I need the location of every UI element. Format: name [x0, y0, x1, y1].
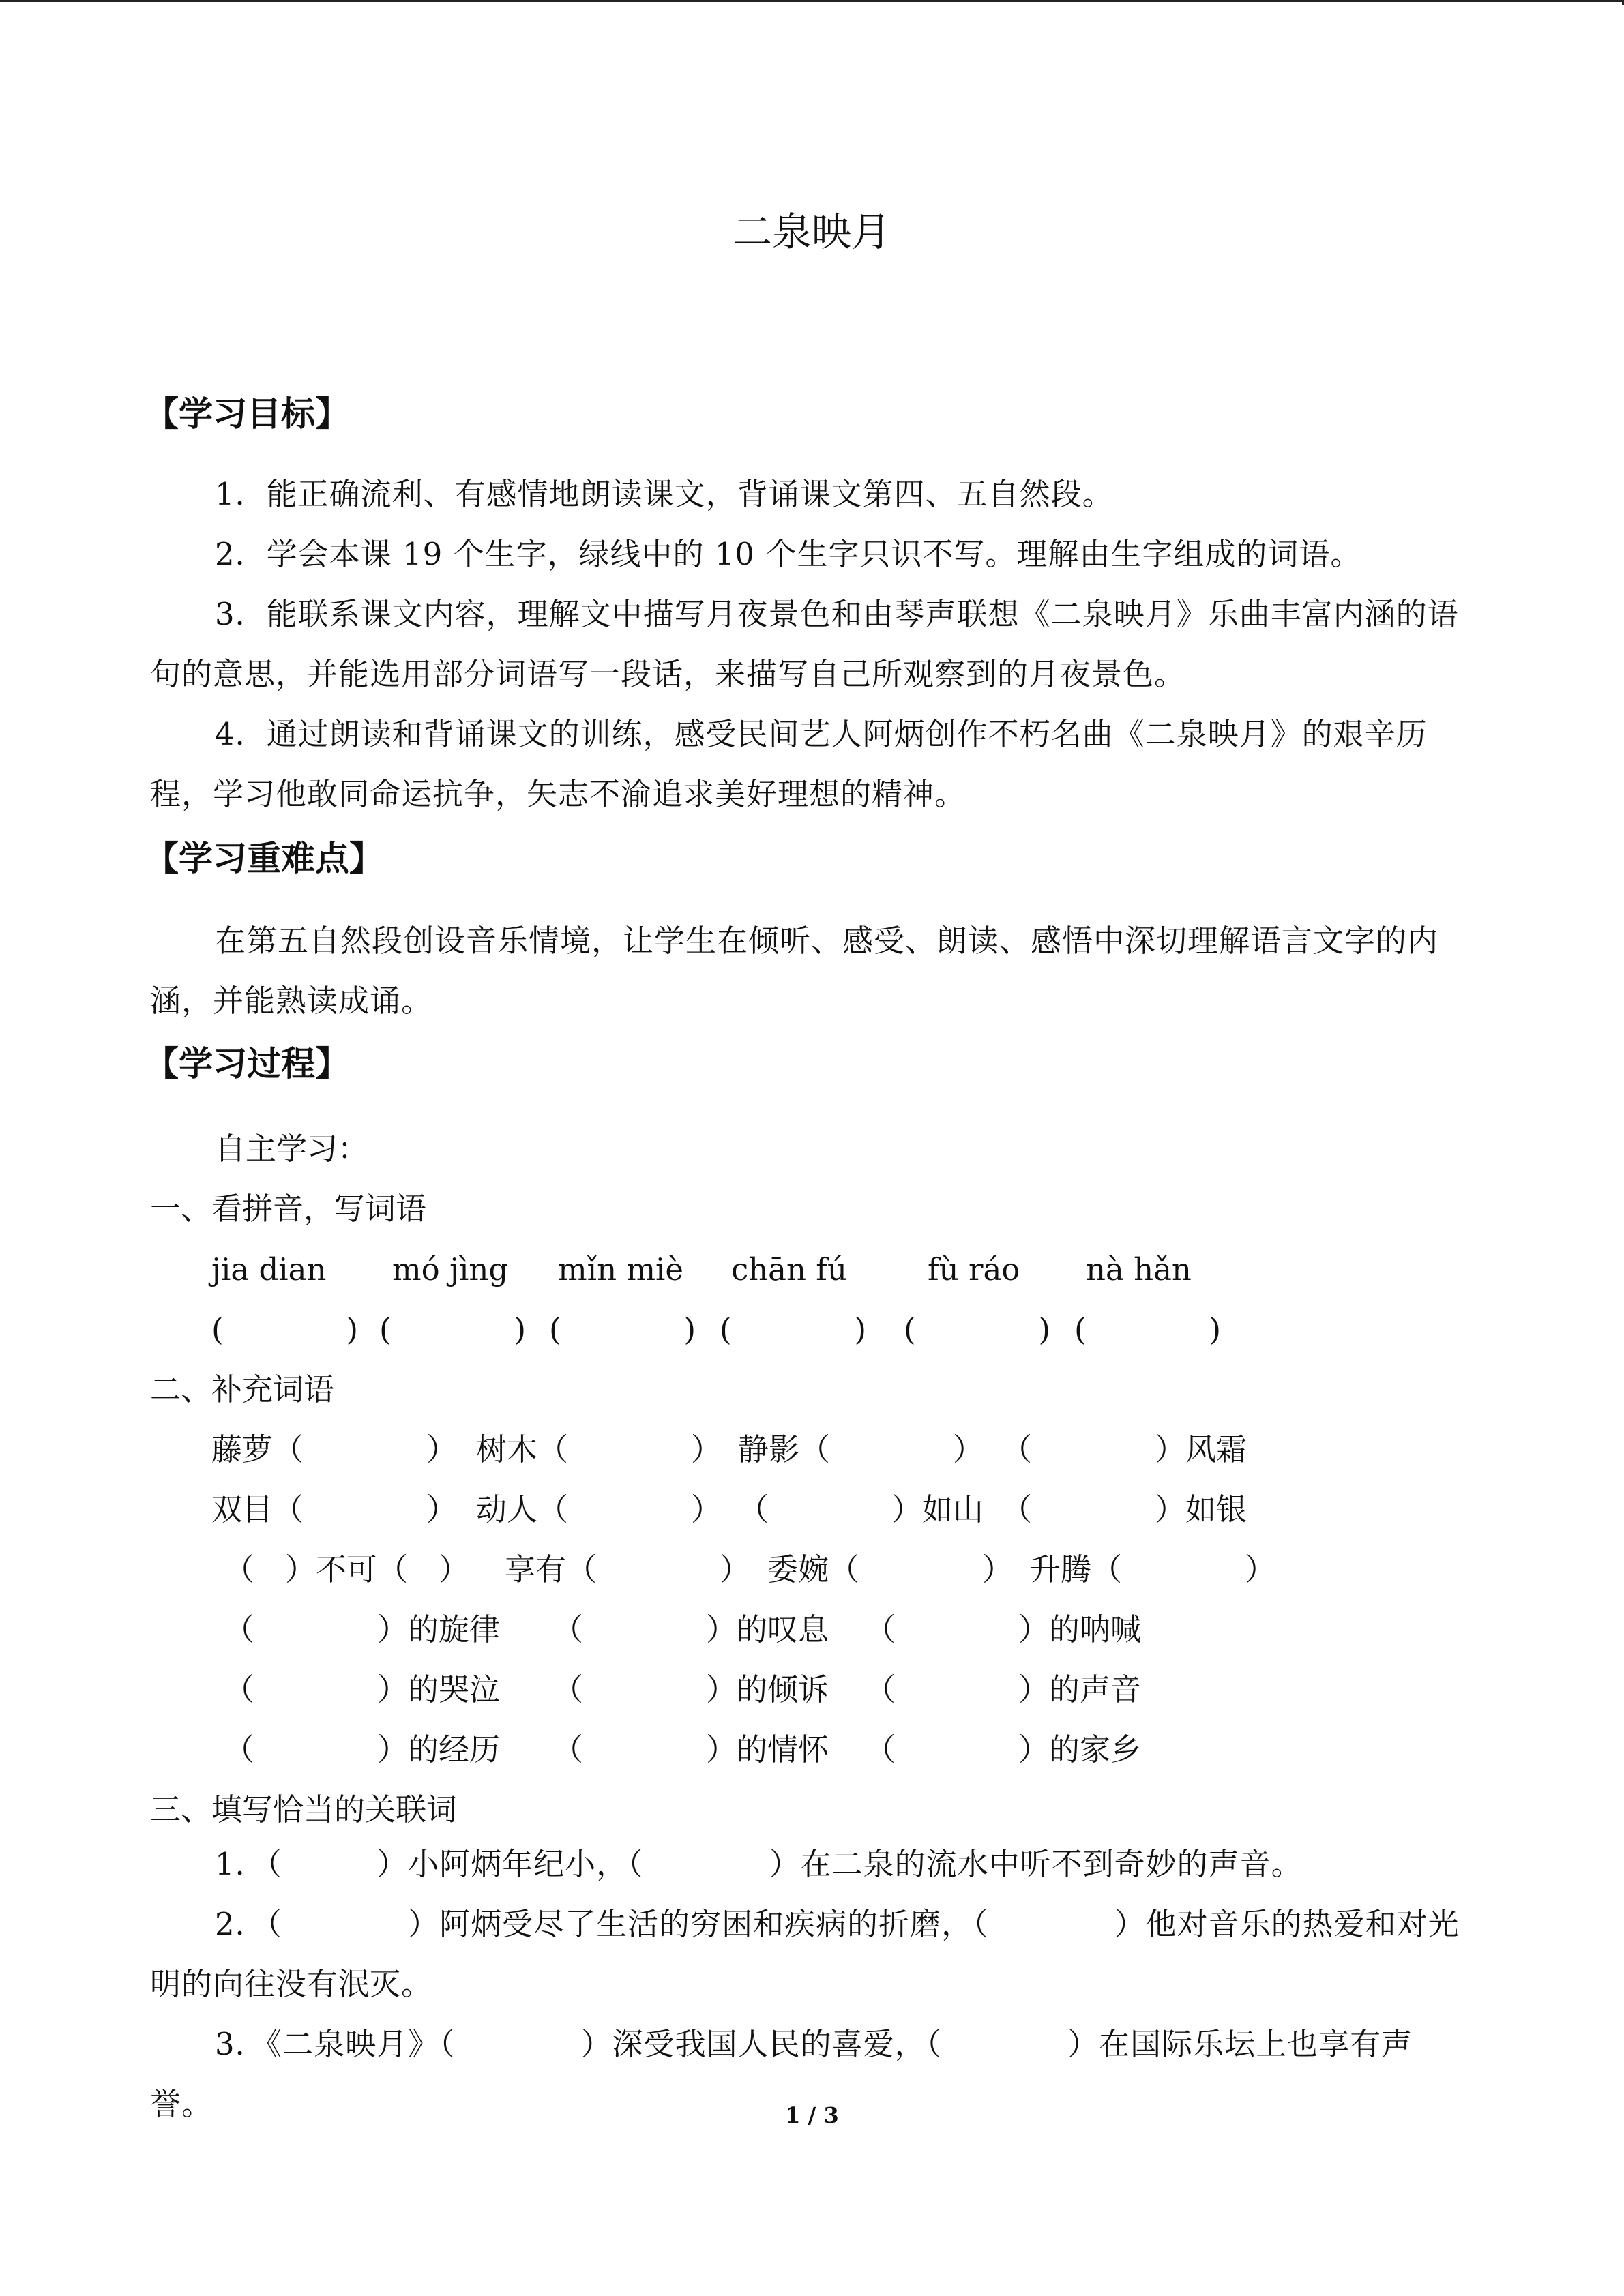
word-fill[interactable]: （ ）的旋律 [224, 1611, 501, 1648]
goal-item-4: 4．通过朗读和背诵课文的训练，感受民间艺人阿炳创作不朽名曲《二泉映月》的艰辛历程，学习他敢同命运抗争，矢志不渝追求美好理想的精神。 [150, 716, 1428, 812]
q3-item-1[interactable]: 1．（ ）小阿炳年纪小，（ ）在二泉的流水中听不到奇妙的声音。 [215, 1846, 1303, 1882]
question-1-title: 一、看拼音，写词语 [150, 1191, 427, 1227]
word-fill[interactable]: 藤萝（ ） [211, 1431, 458, 1467]
word-fill[interactable]: （ ）的呐喊 [865, 1611, 1142, 1648]
pinyin-4: chān fú [731, 1251, 847, 1287]
word-fill[interactable]: （ ）的经历 [224, 1731, 501, 1768]
answer-blank-4[interactable]: ( ) [720, 1311, 867, 1347]
goal-item-3: 3．能联系课文内容，理解文中描写月夜景色和由琴声联想《二泉映月》乐曲丰富内涵的语句的意思，并能选用部分词语写一段话，来描写自己所观察到的月夜景色。 [150, 596, 1459, 692]
word-fill[interactable]: （ ）的哭泣 [224, 1671, 501, 1708]
pinyin-5: fù ráo [928, 1251, 1020, 1287]
pinyin-6: nà hǎn [1086, 1251, 1192, 1287]
answer-blank-3[interactable]: ( ) [549, 1311, 696, 1347]
answer-blank-5[interactable]: ( ) [904, 1311, 1051, 1347]
goals-heading: 【学习目标】 [145, 394, 349, 434]
goal-item-2: 2．学会本课 19 个生字，绿线中的 10 个生字只识不写。理解由生字组成的词语。 [215, 536, 1362, 572]
q3-item-3[interactable]: 3．《二泉映月》（ ）深受我国人民的喜爱，（ ）在国际乐坛上也享有声誉。 [150, 2026, 1413, 2122]
page-number: 1 / 3 [785, 2102, 839, 2128]
word-fill[interactable]: （ ）如山 [738, 1491, 984, 1527]
goal-item-1: 1．能正确流利、有感情地朗读课文，背诵课文第四、五自然段。 [215, 476, 1114, 512]
word-fill[interactable]: （ ）的倾诉 [552, 1671, 829, 1708]
self-study-label: 自主学习： [215, 1131, 369, 1167]
word-fill[interactable]: 树木（ ） [476, 1431, 722, 1467]
question-2-title: 二、补充词语 [150, 1371, 335, 1407]
word-fill[interactable]: 享有（ ） [505, 1551, 751, 1587]
word-fill[interactable]: 委婉（ ） [767, 1551, 1014, 1587]
q3-item-2[interactable]: 2．（ ）阿炳受尽了生活的穷困和疾病的折磨，（ ）他对音乐的热爱和对光明的向往没有泯灭。 [150, 1906, 1460, 2002]
question-3-title: 三、填写恰当的关联词 [150, 1791, 458, 1828]
word-fill[interactable]: 静影（ ） [738, 1431, 984, 1467]
keypoints-text: 在第五自然段创设音乐情境，让学生在倾听、感受、朗读、感悟中深切理解语言文字的内涵，并能熟读成诵。 [150, 923, 1439, 1019]
answer-blank-6[interactable]: ( ) [1074, 1311, 1222, 1347]
word-fill[interactable]: （ ）的声音 [865, 1671, 1142, 1708]
top-border [0, 0, 1624, 2]
word-fill[interactable]: （ ）如银 [1001, 1491, 1247, 1527]
word-fill[interactable]: （ ）的叹息 [552, 1611, 829, 1648]
pinyin-1: jia dian [211, 1251, 327, 1287]
word-fill[interactable]: （ ）风霜 [1001, 1431, 1247, 1467]
word-fill[interactable]: 升腾（ ） [1030, 1551, 1276, 1587]
pinyin-3: mǐn miè [558, 1251, 684, 1287]
word-fill[interactable]: 双目（ ） [211, 1491, 458, 1527]
keypoints-heading: 【学习重难点】 [145, 839, 383, 878]
pinyin-2: mó jìng [392, 1251, 509, 1287]
word-fill[interactable]: （ ）的家乡 [865, 1731, 1142, 1768]
word-fill[interactable]: （ ）不可（ ） [224, 1551, 470, 1587]
page-title: 二泉映月 [732, 209, 891, 255]
answer-blank-2[interactable]: ( ) [379, 1311, 527, 1347]
word-fill[interactable]: 动人（ ） [476, 1491, 722, 1527]
process-heading: 【学习过程】 [145, 1044, 349, 1084]
answer-blank-1[interactable]: ( ) [211, 1311, 359, 1347]
word-fill[interactable]: （ ）的情怀 [552, 1731, 829, 1768]
